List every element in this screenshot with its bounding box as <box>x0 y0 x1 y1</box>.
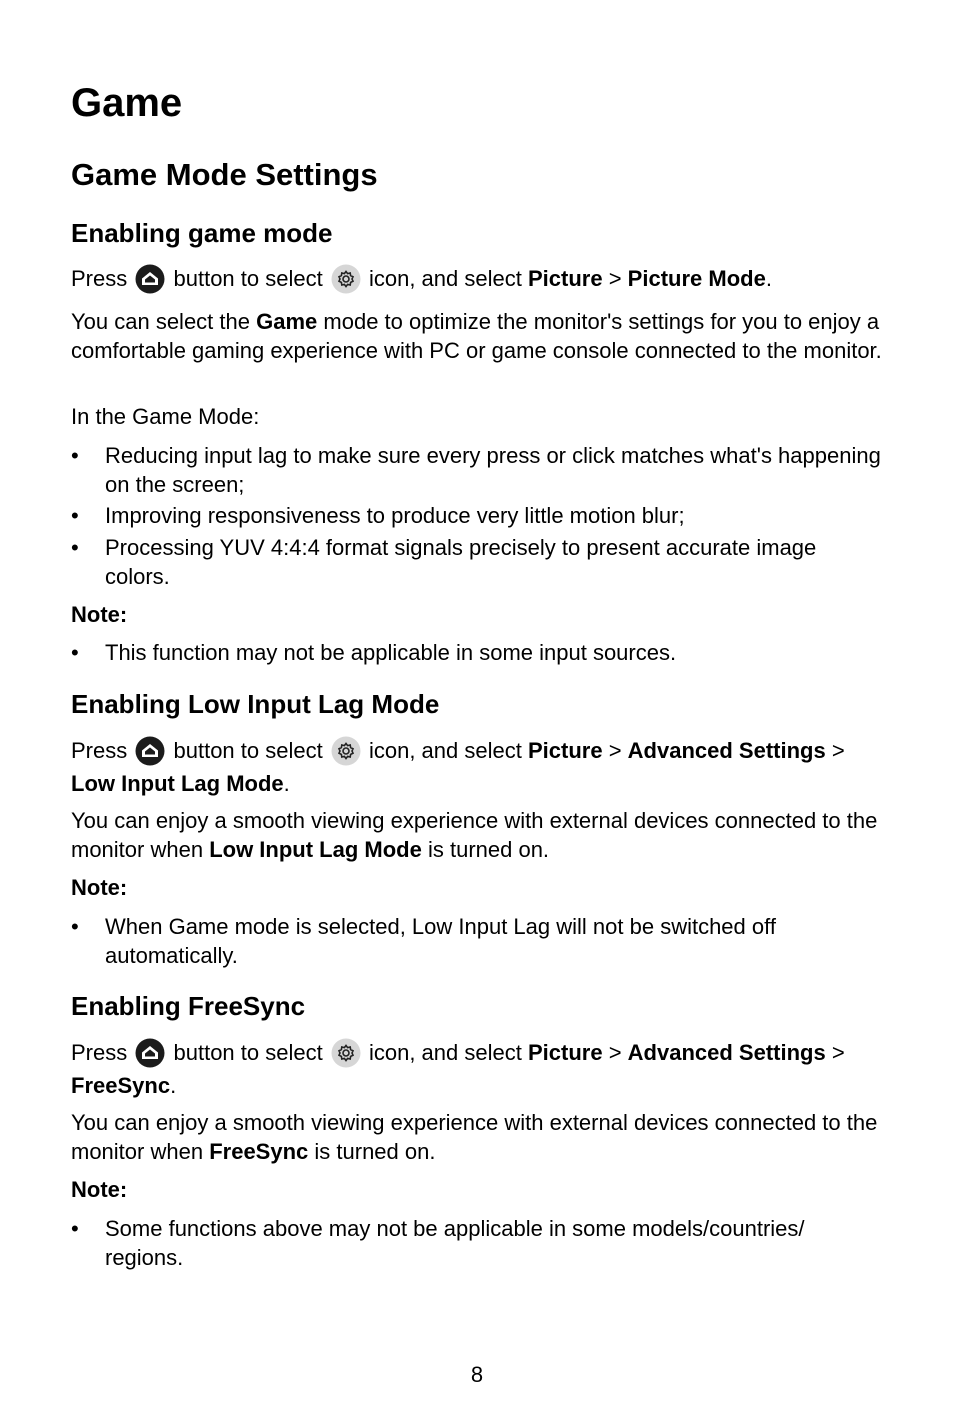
heading-freesync: Enabling FreeSync <box>71 991 306 1021</box>
game-mode-intro: In the Game Mode: <box>71 404 260 429</box>
bullet-mark: • <box>71 914 79 939</box>
bullet-mark: • <box>71 640 79 665</box>
settings-gear-icon <box>331 264 361 294</box>
bullet-mark: • <box>71 503 79 528</box>
instruction-low-input-lag: Press button to select icon, and select Picture > Advanced Settings > Low Input Lag Mode. <box>71 738 845 796</box>
list-item: • Processing YUV 4:4:4 format signals precisely to present accurate image colors. <box>71 535 817 589</box>
instruction-game-mode: Press button to select icon, and select Picture > Picture Mode. <box>71 264 883 294</box>
page-number: 8 <box>470 1362 484 1387</box>
list-item: • Improving responsiveness to produce very little motion blur; <box>71 502 883 531</box>
note-item: • When Game mode is selected, Low Input Lag will not be switched off automatically. <box>71 914 776 968</box>
settings-gear-icon <box>331 1038 361 1068</box>
bullet-mark: • <box>71 535 79 560</box>
home-button-icon <box>135 736 165 766</box>
heading-low-input-lag: Enabling Low Input Lag Mode <box>71 689 440 719</box>
home-button-icon <box>135 264 165 294</box>
game-mode-description: You can select the Game mode to optimize the monitor's settings for you to enjoy a comfortable gaming experience with PC or game console connected to the monitor. <box>71 309 882 363</box>
page-title: Game <box>71 81 183 125</box>
list-item: • Reducing input lag to make sure every press or click matches what's happening on the screen; <box>71 443 881 497</box>
heading-enabling-game-mode: Enabling game mode <box>71 218 333 248</box>
bullet-mark: • <box>71 443 79 468</box>
note-item: • Some functions above may not be applicable in some models/countries/ regions. <box>71 1216 805 1270</box>
settings-gear-icon <box>331 736 361 766</box>
note-label: Note: <box>71 1177 128 1202</box>
instruction-freesync: Press button to select icon, and select Picture > Advanced Settings > FreeSync. <box>71 1040 845 1098</box>
section-title: Game Mode Settings <box>71 157 378 192</box>
low-input-lag-description: You can enjoy a smooth viewing experience with external devices connected to the monitor when Low Input Lag Mode is turned on. <box>71 808 878 862</box>
note-label: Note: <box>71 602 128 627</box>
note-item: • This function may not be applicable in some input sources. <box>71 639 883 668</box>
bullet-mark: • <box>71 1216 79 1241</box>
freesync-description: You can enjoy a smooth viewing experience with external devices connected to the monitor when FreeSync is turned on. <box>71 1110 878 1164</box>
home-button-icon <box>135 1038 165 1068</box>
note-label: Note: <box>71 875 128 900</box>
